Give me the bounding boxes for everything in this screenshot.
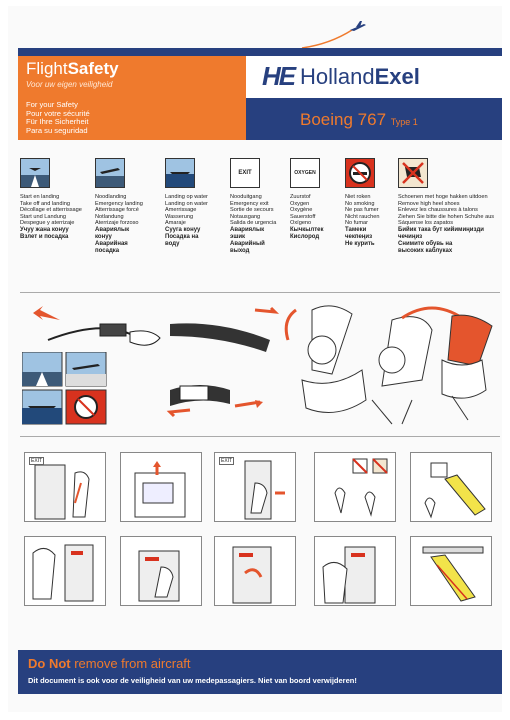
brace-position-illustration [282, 300, 502, 430]
symbol-text: Décollage et atterrissage [20, 207, 82, 214]
exit-step-panel [410, 452, 492, 522]
symbol-takeoff-landing [20, 158, 102, 241]
exit-step-panel [24, 536, 106, 606]
symbol-text-bold: Посадка на [165, 233, 199, 240]
water-landing-icon [165, 158, 195, 188]
symbol-text: Ne pas fumer [345, 207, 379, 214]
oxygen-icon: OXYGEN [290, 158, 320, 188]
symbol-text: Emergency exit [230, 200, 269, 207]
flight-safety-title: FlightSafety [26, 59, 119, 78]
symbol-text: Oxygen [290, 200, 310, 207]
symbol-text-bold: чекпеңиз [345, 233, 373, 240]
exit-step-panel [120, 536, 202, 606]
symbol-text-bold: эшик [230, 233, 246, 240]
symbol-text-bold: воду [165, 240, 180, 247]
exit-step-panel [120, 452, 202, 522]
safety-line: Pour votre sécurité [26, 108, 90, 118]
symbol-text: Noodlanding [95, 194, 127, 200]
exit-icon: EXIT [230, 158, 260, 188]
symbol-text: Schoenen met hoge hakken uitdoen [398, 194, 488, 200]
exit-step-panel [314, 536, 396, 606]
symbol-text-bold: чечиңиз [398, 233, 423, 240]
symbol-text: Emergency landing [95, 200, 143, 207]
symbol-text-bold: Авариялык [95, 226, 130, 233]
symbol-text: Oxígeno [290, 220, 312, 227]
remove-shoes-icon [398, 158, 428, 188]
symbol-text-bold: конуу [95, 233, 112, 240]
symbol-text-bold: Авариялык [230, 226, 265, 233]
symbol-text: Despegue y aterrizaje [20, 220, 75, 227]
symbol-text: Remove high heel shoes [398, 200, 460, 207]
symbol-text: Aterrizaje forzoso [95, 220, 139, 227]
symbol-text: Zuurstof [290, 194, 311, 200]
aircraft-model: Boeing 767 Type 1 [300, 110, 418, 129]
flight-safety-subtitle: Voor uw eigen veiligheid [26, 80, 113, 89]
symbol-text: Take off and landing [20, 200, 70, 207]
symbol-text: Sauerstoff [290, 213, 316, 220]
exit-step-panel [24, 452, 106, 522]
do-not-remove-note: Dit document is ook voor de veiligheid van uw medepassagiers. Niet van boord verwijderen! [28, 676, 357, 685]
symbol-text: Sortie de secours [230, 207, 274, 214]
symbol-text: Nicht rauchen [345, 213, 380, 220]
symbol-text-bold: Учуу жана конуу [20, 226, 69, 233]
safety-line: Für Ihre Sicherheit [26, 117, 89, 126]
exit-step-panel [214, 536, 296, 606]
no-smoking-icon [345, 158, 375, 188]
symbol-legend [20, 158, 500, 278]
seat-symbols-grid [22, 352, 108, 428]
symbol-text-bold: Кычкылтек [290, 226, 324, 233]
exit-sign: EXIT [221, 458, 233, 464]
symbol-text: No fumar [345, 220, 369, 227]
emergency-landing-icon [95, 158, 125, 188]
symbol-text-bold: Тамеки [345, 226, 367, 233]
symbol-text: Salida de urgencia [230, 220, 277, 227]
symbol-text-bold: высоких каблуках [398, 247, 453, 254]
footer-banner [18, 650, 502, 694]
symbol-text: Amaraje [165, 220, 186, 227]
symbol-text-bold: Взлет и посадка [20, 233, 69, 240]
symbol-text-bold: Кислород [290, 233, 320, 240]
symbol-text: Notlandung [95, 213, 124, 220]
exit-step-panel [410, 536, 492, 606]
symbol-text: Sáquense los zapatos [398, 220, 454, 227]
symbol-text: Atterrissage forcé [95, 207, 139, 214]
safety-line: For your Safety [26, 100, 78, 109]
symbol-text-bold: посадка [95, 247, 120, 254]
do-not-remove-heading: Do Not remove from aircraft [28, 656, 191, 671]
exit-step-panel [214, 452, 296, 522]
symbol-remove-shoes [398, 158, 498, 255]
symbol-text: Nooduitgang [230, 194, 262, 200]
safety-line: Para su seguridad [26, 125, 88, 135]
airline-logo-mark: HE [262, 61, 295, 91]
exit-sign: EXIT [31, 458, 43, 464]
symbol-text: Ziehen Sie bitte die hohen Schuhe aus [398, 213, 495, 220]
symbol-text-bold: Бийик така бут кийимиңизди [398, 226, 484, 233]
symbol-text-bold: Сууга конуу [165, 226, 201, 233]
symbol-text-bold: Аварийный [230, 240, 265, 247]
symbol-text: Notausgang [230, 213, 261, 220]
symbol-text: Landing op water [165, 194, 208, 200]
symbol-text-bold: выход [230, 247, 250, 254]
symbol-text: Enlevez les chaussures à talons [398, 207, 478, 214]
airplane-logo-icon [300, 18, 372, 50]
symbol-text: Start en landing [20, 194, 60, 200]
flight-safety-box [18, 56, 246, 98]
takeoff-landing-icon [20, 158, 50, 188]
safety-lines [26, 101, 90, 135]
symbol-text-bold: Не курить [345, 240, 375, 247]
symbol-text: Oxygène [290, 207, 313, 214]
section-divider [20, 436, 500, 437]
symbol-text: No smoking [345, 200, 375, 207]
airline-name: HollandExel [300, 64, 420, 89]
symbol-text: Landing on water [165, 200, 208, 207]
symbol-text: Niet roken [345, 194, 371, 200]
exit-step-panel [314, 452, 396, 522]
symbol-text: Start und Landung [20, 213, 67, 220]
symbol-text-bold: Аварийная [95, 240, 128, 247]
symbol-text: Wasserung [165, 213, 194, 220]
symbol-text: Amerrissage [165, 207, 197, 214]
symbol-text-bold: Снимите обувь на [398, 240, 453, 247]
section-divider [20, 292, 500, 293]
header-top-bar [18, 48, 502, 56]
